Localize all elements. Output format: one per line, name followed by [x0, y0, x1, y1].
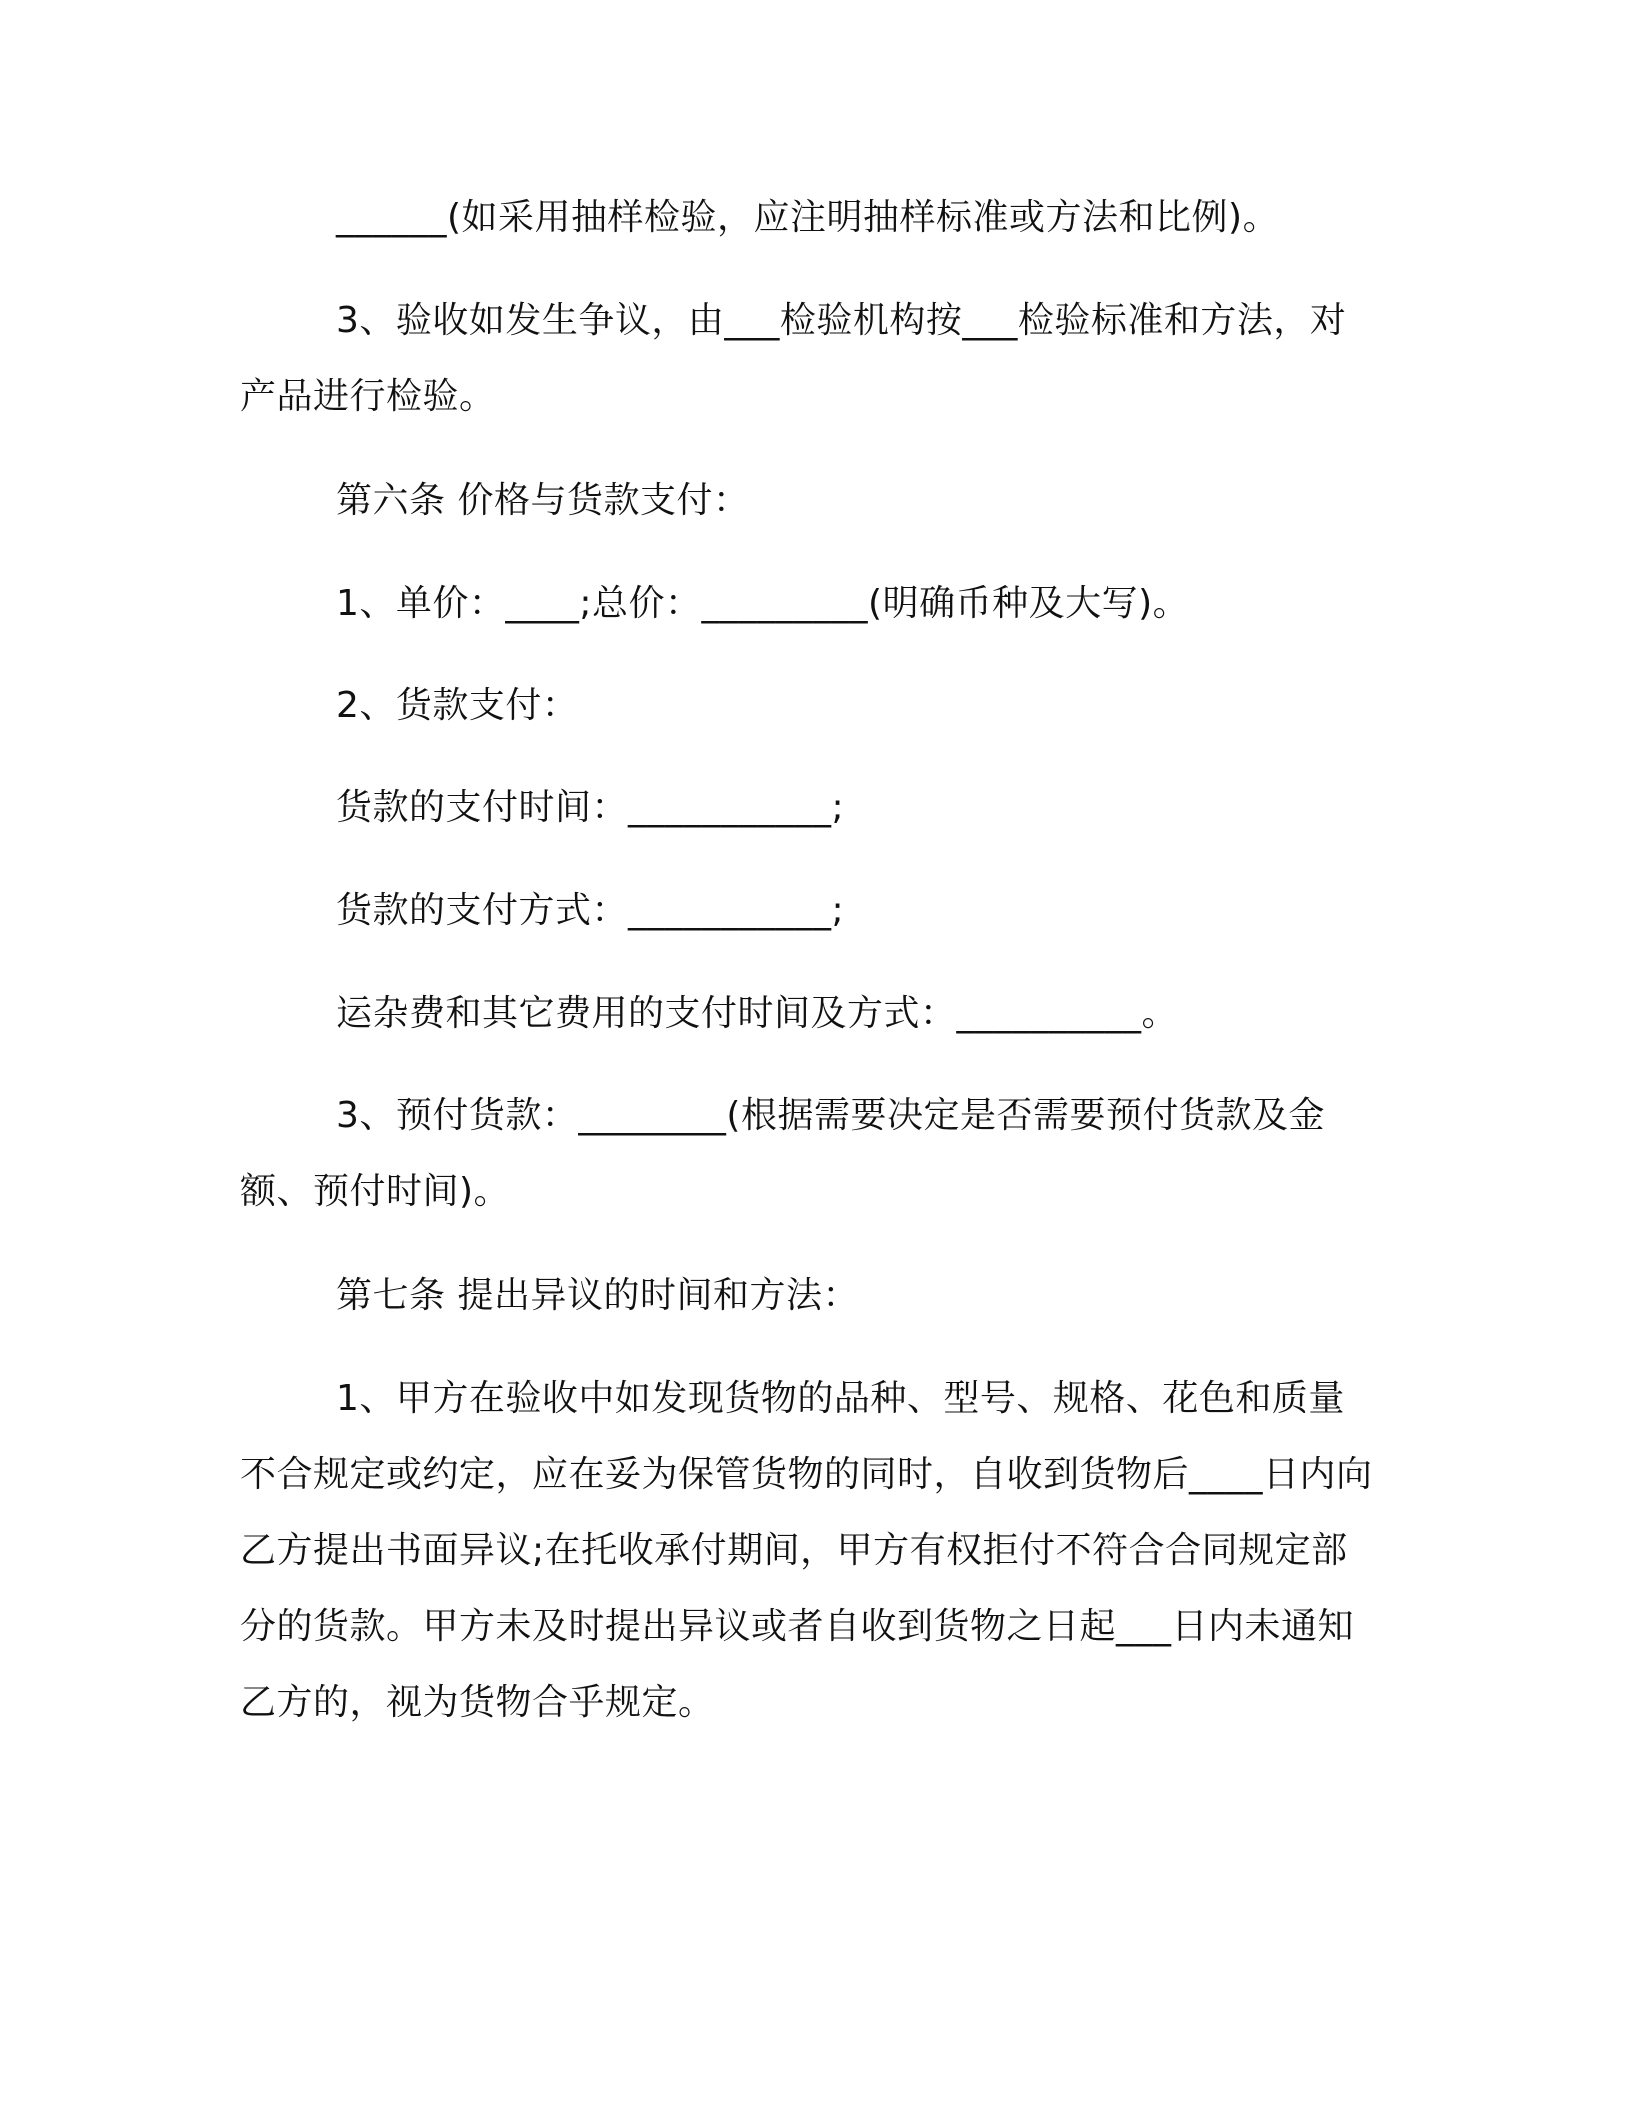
paragraph-payment-method: 货款的支付方式：___________; — [336, 890, 845, 931]
paragraph-unit-total-price: 1、单价：____;总价：_________(明确币种及大写)。 — [336, 583, 1190, 624]
paragraph-objection-procedure: 1、甲方在验收中如发现货物的品种、型号、规格、花色和质量不合规定或约定，应在妥为保管货物的同时，自收到货物后____日内向乙方提出书面异议;在托收承付期间，甲方有权拒付不符合合同规定部分的货款。甲方未及时提出异议或者自收到货物之日起___日内未通知乙方的，视为货物合乎规定。 — [240, 1378, 1373, 1723]
section-heading-article-7: 第七条 提出异议的时间和方法： — [336, 1275, 859, 1316]
paragraph-payment-time: 货款的支付时间：___________; — [336, 787, 845, 828]
paragraph-sampling-note: ______(如采用抽样检验，应注明抽样标准或方法和比例)。 — [336, 197, 1280, 238]
paragraph-freight-payment: 运杂费和其它费用的支付时间及方式：__________。 — [336, 993, 1179, 1034]
paragraph-dispute-inspection: 3、验收如发生争议，由___检验机构按___检验标准和方法，对产品进行检验。 — [240, 300, 1347, 417]
paragraph-payment-heading: 2、货款支付： — [336, 685, 579, 726]
section-heading-article-6: 第六条 价格与货款支付： — [336, 480, 750, 521]
paragraph-prepayment: 3、预付货款：________(根据需要决定是否需要预付货款及金额、预付时间)。 — [240, 1095, 1325, 1212]
